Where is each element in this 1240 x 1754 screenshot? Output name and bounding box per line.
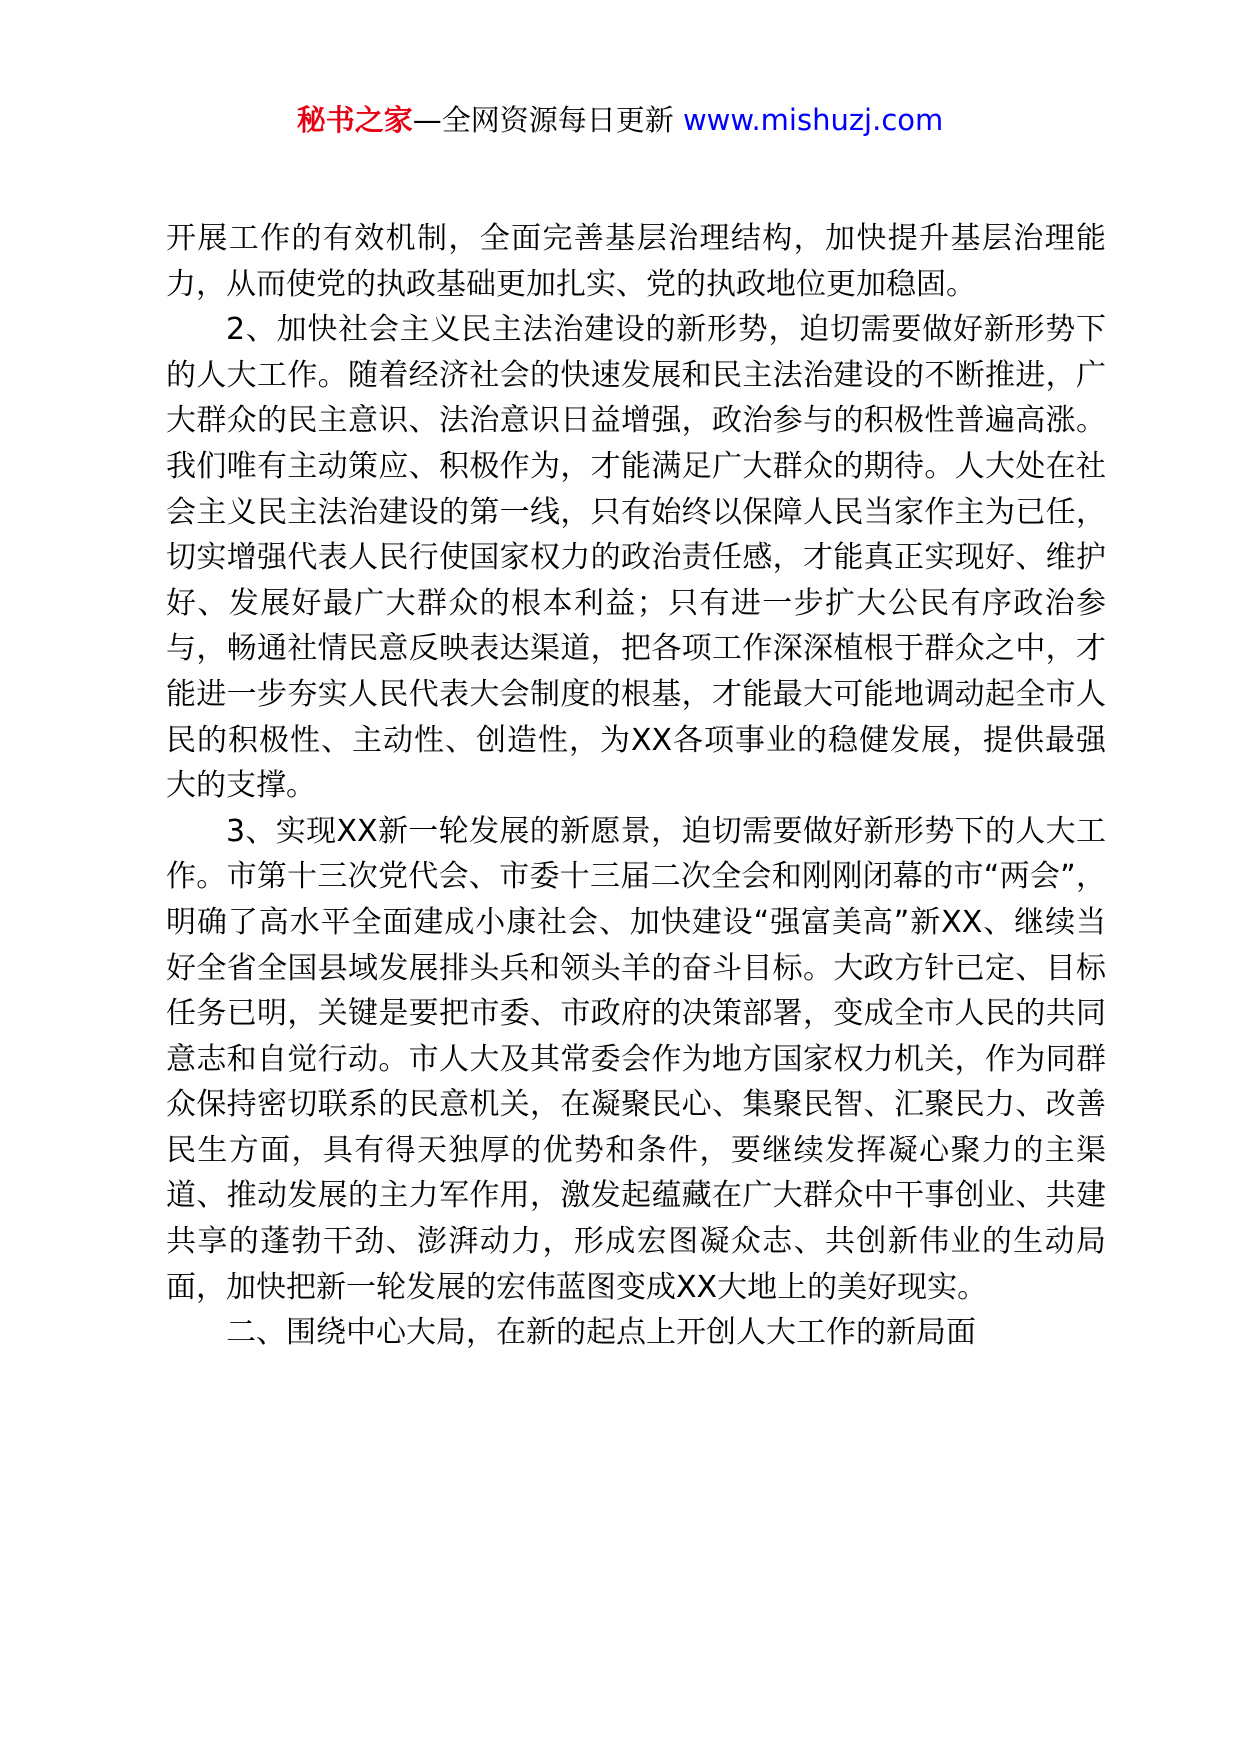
paragraph-point-3: 3、实现XX新一轮发展的新愿景，迫切需要做好新形势下的人大工作。市第十三次党代会、市委十三届二次全会和刚刚闭幕的市“两会”，明确了高水平全面建成小康社会、加快建设“强富美高”新XX、继续当好全省全国县域发展排头兵和领头羊的奋斗目标。大政方针已定、目标任务已明，关键是要把市委、市政府的决策部署，变成全市人民的共同意志和自觉行动。市人大及其常委会作为地方国家权力机关，作为同群众保持密切联系的民意机关，在凝聚民心、集聚民智、汇聚民力、改善民生方面，具有得天独厚的优势和条件，要继续发挥凝心聚力的主渠道、推动发展的主力军作用，激发起蕴藏在广大群众中干事创业、共建共享的蓬勃干劲、澎湃动力，形成宏图凝众志、共创新伟业的生动局面，加快把新一轮发展的宏伟蓝图变成XX大地上的美好现实。 — [166, 813, 1106, 1305]
paragraph-continuation: 开展工作的有效机制，全面完善基层治理结构，加快提升基层治理能力，从而使党的执政基础更加扎实、党的执政地位更加稳固。 — [166, 221, 1106, 302]
document-body — [166, 216, 1106, 1356]
section-heading-2: 二、围绕中心大局，在新的起点上开创人大工作的新局面 — [226, 1315, 976, 1351]
paragraph-point-2: 2、加快社会主义民主法治建设的新形势，迫切需要做好新形势下的人大工作。随着经济社会的快速发展和民主法治建设的不断推进，广大群众的民主意识、法治意识日益增强，政治参与的积极性普遍高涨。我们唯有主动策应、积极作为，才能满足广大群众的期待。人大处在社会主义民主法治建设的第一线，只有始终以保障人民当家作主为已任，切实增强代表人民行使国家权力的政治责任感，才能真正实现好、维护好、发展好最广大群众的根本利益；只有进一步扩大公民有序政治参与，畅通社情民意反映表达渠道，把各项工作深深植根于群众之中，才能进一步夯实人民代表大会制度的根基，才能最大可能地调动起全市人民的积极性、主动性、创造性，为XX各项事业的稳健发展，提供最强大的支撑。 — [166, 312, 1106, 804]
site-url-link[interactable]: www.mishuzj.com — [682, 103, 944, 137]
page-header — [0, 98, 1240, 142]
brand-name: 秘书之家 — [296, 103, 413, 137]
header-tagline: —全网资源每日更新 — [412, 103, 683, 137]
